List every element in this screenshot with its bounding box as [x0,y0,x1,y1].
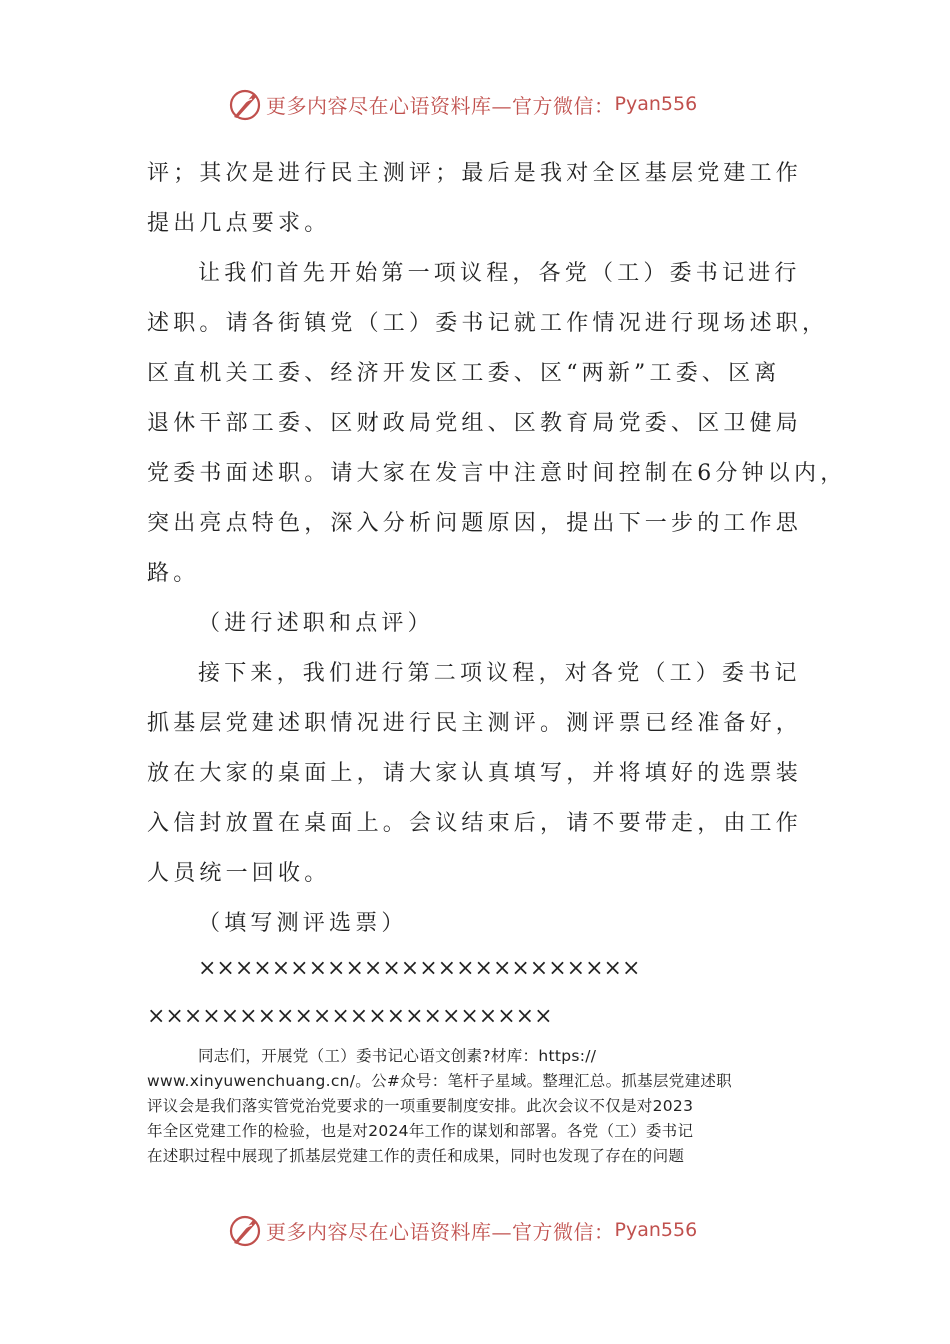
placeholder-marks: ×××××××××××××××××××××××× [198,956,641,981]
body-line: 述职。请各街镇党（工）委书记就工作情况进行现场述职， [147,311,829,336]
body-line: 入信封放置在桌面上。会议结束后，请不要带走，由工作 [147,811,803,836]
body-line: 让我们首先开始第一项议程，各党（工）委书记进行 [198,261,801,286]
small-text-line: 同志们，开展党（工）委书记心语文创素?材库：https:// [198,1047,597,1065]
stage-direction: （进行述职和点评） [198,611,434,636]
body-line: 党委书面述职。请大家在发言中注意时间控制在6分钟以内， [147,461,847,486]
body-line: 突出亮点特色，深入分析问题原因，提出下一步的工作思 [147,511,803,536]
body-line: 区直机关工委、经济开发区工委、区“两新”工委、区离 [147,361,781,386]
footer-banner [228,1210,788,1250]
banner-text: 更多内容尽在心语资料库—官方微信： [266,93,615,118]
placeholder-marks: ×××××××××××××××××××××× [147,1004,553,1029]
body-line: 抓基层党建述职情况进行民主测评。测评票已经准备好， [147,711,803,736]
banner-text: 更多内容尽在心语资料库—官方微信： [266,1219,615,1244]
small-text-line: 年全区党建工作的检验，也是对2024年工作的谋划和部署。各党（工）委书记 [147,1122,694,1140]
body-line: 提出几点要求。 [147,211,331,236]
body-line: 人员统一回收。 [147,861,331,886]
body-line: 接下来，我们进行第二项议程，对各党（工）委书记 [198,661,801,686]
banner-wechat-id: Pyan556 [614,1219,698,1241]
body-line: 评；其次是进行民主测评；最后是我对全区基层党建工作 [147,161,803,186]
banner-wechat-id: Pyan556 [614,93,698,115]
body-line: 路。 [147,561,200,586]
small-text-line: 在述职过程中展现了抓基层党建工作的责任和成果，同时也发现了存在的问题 [147,1147,685,1165]
small-text-line: 评议会是我们落实管党治党要求的一项重要制度安排。此次会议不仅是对2023 [147,1097,694,1115]
body-line: 退休干部工委、区财政局党组、区教育局党委、区卫健局 [147,411,803,436]
stage-direction: （填写测评选票） [198,911,408,936]
body-line: 放在大家的桌面上，请大家认真填写，并将填好的选票装 [147,761,803,786]
small-text-line: www.xinyuwenchuang.cn/。公#众号：笔杆子星域。整理汇总。抓基层党建述职 [147,1072,732,1090]
quill-pen-logo-icon [228,87,262,121]
quill-pen-logo-icon [228,1213,262,1247]
header-banner [228,84,788,124]
